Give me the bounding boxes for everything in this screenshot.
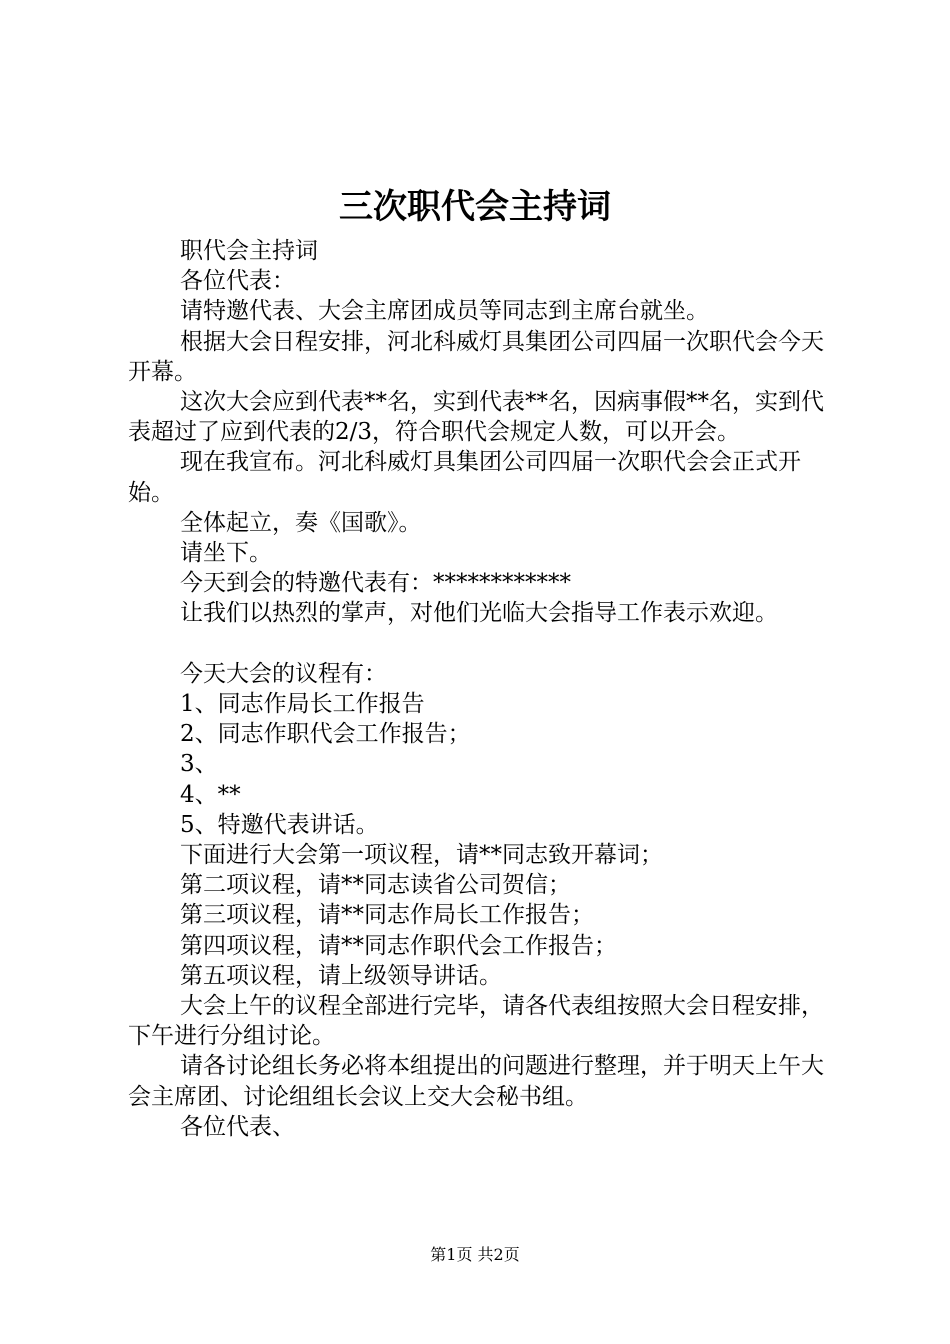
agenda-item: 5、特邀代表讲话。 <box>180 811 379 838</box>
paragraph: 第四项议程，请**同志作职代会工作报告； <box>180 932 617 959</box>
paragraph: 第三项议程，请**同志作局长工作报告； <box>180 902 594 929</box>
paragraph: 根据大会日程安排，河北科威灯具集团公司四届一次职代会今天开幕。 <box>128 328 824 385</box>
agenda-item: 2、同志作职代会工作报告； <box>180 721 471 748</box>
paragraph: 请各讨论组长务必将本组提出的问题进行整理，并于明天上午大会主席团、讨论组组长会议上交大会秘书组。 <box>128 1053 824 1110</box>
paragraph: 请特邀代表、大会主席团成员等同志到主席台就坐。 <box>180 298 709 325</box>
paragraph: 第五项议程，请上级领导讲话。 <box>180 962 502 989</box>
document-body <box>128 236 838 1142</box>
paragraph: 全体起立，奏《国歌》。 <box>180 509 422 536</box>
paragraph: 各位代表： <box>180 268 295 295</box>
paragraph: 第二项议程，请**同志读省公司贺信； <box>180 872 571 899</box>
document-title: 三次职代会主持词 <box>339 187 611 227</box>
paragraph: 下面进行大会第一项议程，请**同志致开幕词； <box>180 842 663 869</box>
agenda-item: 1、同志作局长工作报告 <box>180 691 425 718</box>
paragraph: 请坐下。 <box>180 540 272 567</box>
paragraph: 现在我宣布。河北科威灯具集团公司四届一次职代会会正式开始。 <box>128 449 801 506</box>
agenda-item: 4、** <box>180 781 241 808</box>
paragraph: 职代会主持词 <box>180 238 318 264</box>
paragraph: 今天到会的特邀代表有：************ <box>180 570 571 597</box>
blank-line <box>128 629 838 659</box>
paragraph: 大会上午的议程全部进行完毕，请各代表组按照大会日程安排，下午进行分组讨论。 <box>128 993 824 1050</box>
paragraph: 今天大会的议程有： <box>180 660 387 687</box>
paragraph: 让我们以热烈的掌声，对他们光临大会指导工作表示欢迎。 <box>180 600 778 627</box>
paragraph: 各位代表、 <box>180 1113 295 1140</box>
page-footer: 第1页 共2页 <box>430 1245 520 1264</box>
paragraph: 这次大会应到代表**名，实到代表**名，因病事假**名，实到代表超过了应到代表的2/3，符合职代会规定人数，可以开会。 <box>128 389 824 446</box>
agenda-item: 3、 <box>180 751 218 778</box>
